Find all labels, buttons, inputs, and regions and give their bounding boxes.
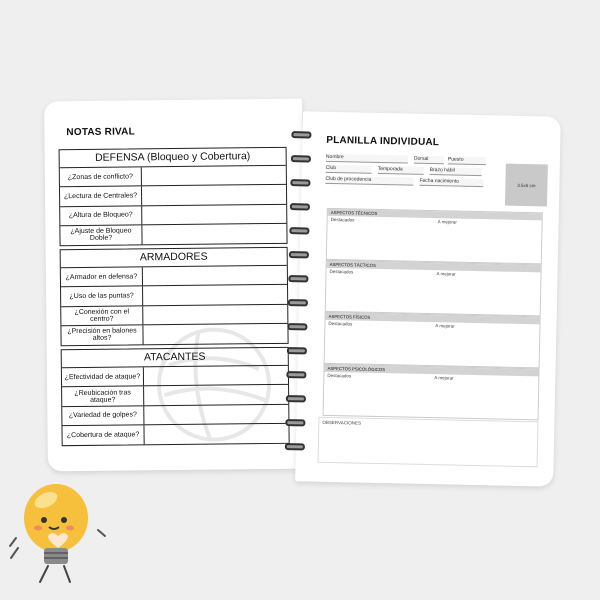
section-heading: ARMADORES	[61, 248, 287, 268]
question-label: ¿Zonas de conflicto?	[60, 167, 142, 186]
field-club-procedencia[interactable]: Club de procedencia	[325, 176, 413, 186]
field-dorsal[interactable]: Dorsal	[414, 156, 444, 165]
right-notebook-page	[295, 111, 561, 486]
box-aspectos-psicologicos	[323, 364, 540, 421]
table-row	[62, 366, 288, 388]
table-row	[60, 224, 286, 245]
answer-cell[interactable]	[144, 405, 288, 425]
photo-placeholder: 3.5x5 cm	[505, 164, 548, 207]
a-mejorar-label[interactable]: A mejorar	[435, 323, 455, 329]
destacados-label[interactable]: Destacados	[330, 216, 355, 223]
question-label: ¿Ajuste de Bloqueo Doble?	[60, 226, 142, 245]
spiral-ring	[286, 395, 306, 402]
field-nombre[interactable]: Nombre	[326, 154, 408, 164]
question-label: ¿Conexión con el centro?	[61, 306, 143, 325]
question-label: ¿Precisión en balones altos?	[61, 326, 143, 345]
question-label: ¿Cobertura de ataque?	[62, 425, 144, 444]
box-aspectos-tacticos	[325, 260, 542, 317]
spiral-ring	[285, 419, 305, 426]
spiral-ring	[287, 323, 307, 330]
page-title: PLANILLA INDIVIDUAL	[326, 134, 440, 149]
question-label: ¿Armador en defensa?	[61, 267, 143, 286]
spiral-ring	[288, 299, 308, 306]
destacados-label[interactable]: Destacados	[328, 320, 353, 327]
left-notebook-page	[44, 99, 306, 472]
section-armadores	[60, 247, 289, 346]
field-puesto[interactable]: Puesto	[448, 156, 486, 165]
table-row	[60, 185, 286, 207]
box-heading: ASPECTOS FÍSICOS	[326, 313, 540, 324]
table-row	[62, 405, 288, 427]
spiral-ring	[290, 179, 310, 186]
field-fecha-nacimiento[interactable]: Fecha nacimiento	[419, 178, 483, 187]
section-atacantes	[61, 347, 290, 446]
answer-cell[interactable]	[143, 305, 287, 325]
spiral-ring	[287, 347, 307, 354]
spiral-ring	[291, 131, 311, 138]
field-brazo[interactable]: Brazo hábil	[430, 167, 482, 176]
question-label: ¿Altura de Bloqueo?	[60, 206, 142, 225]
section-defensa	[59, 147, 288, 246]
destacados-label[interactable]: Destacados	[327, 372, 352, 379]
table-row	[61, 324, 287, 345]
page-title: NOTAS RIVAL	[66, 126, 135, 139]
answer-cell[interactable]	[143, 266, 287, 286]
spiral-ring	[288, 275, 308, 282]
lightbulb-mascot-icon	[8, 478, 108, 588]
box-aspectos-tecnicos	[326, 208, 543, 265]
table-row	[61, 285, 287, 307]
box-heading: ASPECTOS TÁCTICOS	[327, 261, 541, 272]
destacados-label[interactable]: Destacados	[329, 268, 354, 275]
answer-cell[interactable]	[144, 424, 288, 444]
table-row	[62, 424, 288, 445]
question-label: ¿Variedad de golpes?	[62, 406, 144, 425]
box-aspectos-fisicos	[324, 312, 541, 369]
field-temporada[interactable]: Temporada	[378, 166, 424, 175]
section-heading: DEFENSA (Bloqueo y Cobertura)	[60, 148, 286, 168]
answer-cell[interactable]	[142, 166, 286, 186]
box-heading: ASPECTOS PSICOLÓGICOS	[324, 365, 538, 376]
table-row	[61, 305, 287, 327]
field-club[interactable]: Club	[326, 165, 372, 174]
answer-cell[interactable]	[144, 385, 288, 405]
table-row	[61, 266, 287, 288]
table-row	[60, 205, 286, 227]
answer-cell[interactable]	[142, 205, 286, 225]
table-row	[60, 166, 286, 188]
answer-cell[interactable]	[143, 324, 287, 344]
question-label: ¿Lectura de Centrales?	[60, 187, 142, 206]
question-label: ¿Reubicación tras ataque?	[62, 387, 144, 406]
spiral-ring	[285, 443, 305, 450]
answer-cell[interactable]	[142, 224, 286, 244]
spiral-ring	[289, 251, 309, 258]
spiral-ring	[290, 203, 310, 210]
question-label: ¿Efectividad de ataque?	[62, 367, 144, 386]
spiral-ring	[291, 155, 311, 162]
box-heading: ASPECTOS TÉCNICOS	[328, 209, 542, 220]
question-label: ¿Uso de las puntas?	[61, 287, 143, 306]
a-mejorar-label[interactable]: A mejorar	[437, 219, 457, 225]
observaciones-box[interactable]: OBSERVACIONES	[318, 417, 539, 468]
a-mejorar-label[interactable]: A mejorar	[436, 271, 456, 277]
answer-cell[interactable]	[142, 185, 286, 205]
a-mejorar-label[interactable]: A mejorar	[434, 375, 454, 381]
spiral-ring	[289, 227, 309, 234]
section-heading: ATACANTES	[62, 348, 288, 368]
spiral-ring	[286, 371, 306, 378]
table-row	[62, 385, 288, 407]
answer-cell[interactable]	[143, 285, 287, 305]
answer-cell[interactable]	[144, 366, 288, 386]
